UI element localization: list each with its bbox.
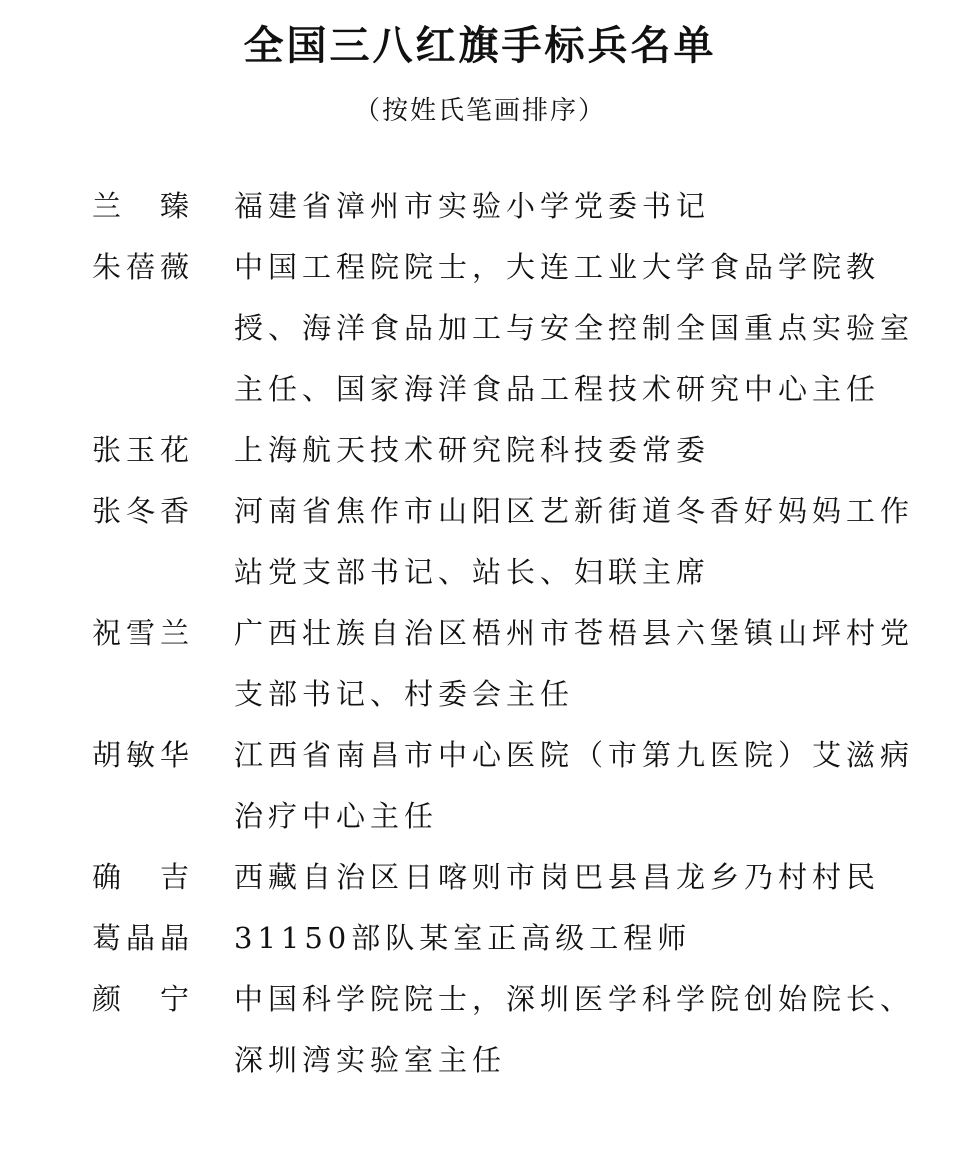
- honoree-name: 张冬香: [92, 494, 195, 528]
- page-title: 全国三八红旗手标兵名单: [243, 23, 717, 69]
- honoree-name: 朱蓓薇: [92, 250, 195, 284]
- honoree-name: 葛晶晶: [92, 921, 195, 955]
- honoree-name: 祝雪兰: [92, 616, 195, 650]
- list-item: [92, 847, 942, 908]
- list-item: [92, 603, 942, 725]
- honoree-description: 广西壮族自治区梧州市苍梧县六堡镇山坪村党支部书记、村委会主任: [234, 616, 915, 711]
- honoree-description: 河南省焦作市山阳区艺新街道冬香好妈妈工作站党支部书记、站长、妇联主席: [234, 494, 915, 589]
- list-item: [92, 481, 942, 603]
- honoree-name: 张玉花: [92, 433, 195, 467]
- honoree-name: 颜 宁: [92, 982, 195, 1016]
- honoree-description: 中国工程院院士，大连工业大学食品学院教授、海洋食品加工与安全控制全国重点实验室主任、国家海洋食品工程技术研究中心主任: [234, 250, 915, 406]
- page-subtitle: （按姓氏笔画排序）: [353, 96, 606, 126]
- honoree-description: 江西省南昌市中心医院（市第九医院）艾滋病治疗中心主任: [234, 738, 915, 833]
- honoree-name: 胡敏华: [92, 738, 195, 772]
- honoree-description: 中国科学院院士，深圳医学科学院创始院长、深圳湾实验室主任: [234, 982, 915, 1077]
- honoree-name: 兰 臻: [92, 189, 195, 223]
- honoree-description: 福建省漳州市实验小学党委书记: [234, 189, 711, 223]
- list-item: [92, 176, 942, 237]
- list-item: [92, 908, 942, 969]
- honoree-description: 上海航天技术研究院科技委常委: [234, 433, 711, 467]
- honoree-description: 31150部队某室正高级工程师: [234, 921, 692, 955]
- list-item: [92, 420, 942, 481]
- list-item: [92, 725, 942, 847]
- honoree-list: [92, 176, 942, 1091]
- honoree-name: 确 吉: [92, 860, 195, 894]
- list-item: [92, 969, 942, 1091]
- list-item: [92, 237, 942, 420]
- honoree-description: 西藏自治区日喀则市岗巴县昌龙乡乃村村民: [234, 860, 881, 894]
